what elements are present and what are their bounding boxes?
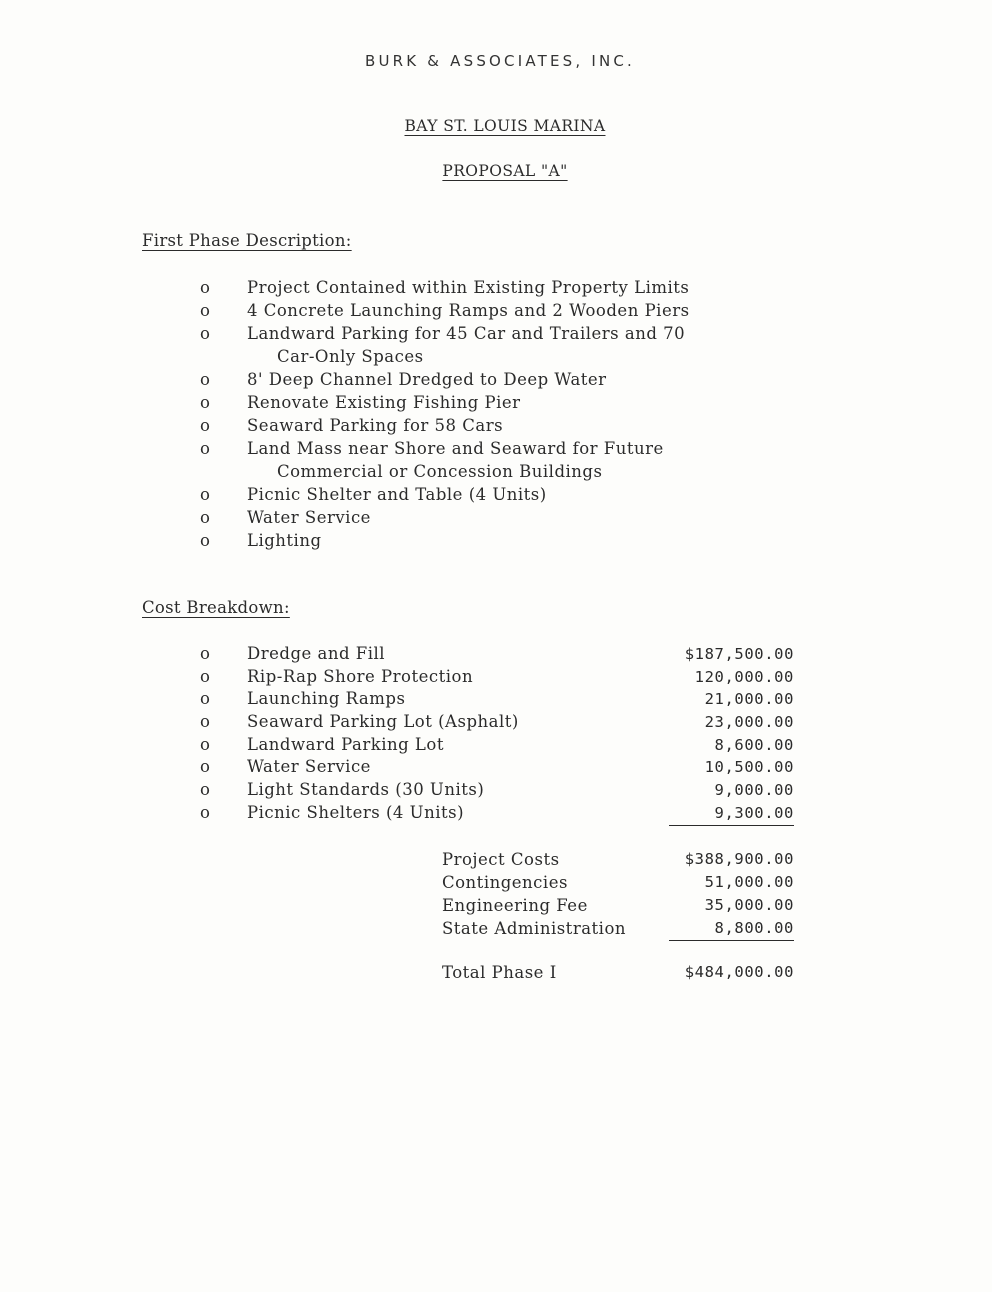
cost-amount: 120,000.00 — [694, 667, 794, 686]
summary-label: Project Costs — [442, 850, 560, 869]
item-text: Renovate Existing Fishing Pier — [247, 393, 521, 412]
list-item — [200, 322, 760, 368]
summary-amount: 8,800.00 — [669, 917, 794, 941]
cost-row — [200, 802, 794, 825]
cost-summary — [442, 848, 794, 940]
summary-amount: 35,000.00 — [704, 896, 794, 914]
document-title — [0, 117, 992, 135]
summary-label: Contingencies — [442, 873, 568, 892]
letterhead: BURK & ASSOCIATES, INC. — [364, 52, 636, 70]
item-text: Project Contained within Existing Property Limits — [247, 278, 690, 297]
cost-row — [200, 643, 794, 666]
list-item — [200, 414, 760, 437]
list-item — [200, 276, 760, 299]
cost-row — [200, 688, 794, 711]
bullet: o — [200, 485, 211, 504]
summary-amount: $388,900.00 — [684, 850, 794, 868]
total-row — [442, 963, 794, 982]
bullet: o — [200, 278, 211, 297]
summary-amount: 51,000.00 — [704, 873, 794, 891]
document-subtitle — [0, 162, 992, 180]
cost-amount: 21,000.00 — [704, 690, 794, 709]
total-amount: $484,000.00 — [684, 963, 794, 981]
bullet: o — [200, 324, 211, 343]
cost-amount: 9,300.00 — [669, 802, 794, 826]
item-text: Picnic Shelter and Table (4 Units) — [247, 485, 547, 504]
cost-label: Landward Parking Lot — [247, 734, 444, 754]
bullet: o — [200, 508, 211, 527]
bullet: o — [200, 780, 211, 800]
cost-amount: 9,000.00 — [714, 781, 794, 800]
summary-row — [442, 871, 794, 894]
bullet: o — [200, 666, 211, 686]
summary-row — [442, 848, 794, 871]
list-item — [200, 437, 760, 483]
item-text: 4 Concrete Launching Ramps and 2 Wooden Piers — [247, 301, 690, 320]
item-text-continued: Car-Only Spaces — [277, 347, 424, 366]
cost-label: Launching Ramps — [247, 689, 406, 709]
cost-label: Water Service — [247, 757, 371, 777]
document-title-text: BAY ST. LOUIS MARINA — [404, 117, 606, 135]
summary-row — [442, 917, 794, 940]
bullet: o — [200, 802, 211, 822]
list-item — [200, 391, 760, 414]
cost-label: Light Standards (30 Units) — [247, 780, 485, 800]
item-text: Landward Parking for 45 Car and Trailers and 70 — [247, 324, 686, 343]
cost-row — [200, 711, 794, 734]
total-label: Total Phase I — [442, 963, 557, 982]
summary-row — [442, 894, 794, 917]
cost-label: Rip-Rap Shore Protection — [247, 666, 474, 686]
cost-amount: 23,000.00 — [704, 713, 794, 732]
cost-amount: $187,500.00 — [684, 645, 794, 663]
item-text: Seaward Parking for 58 Cars — [247, 416, 504, 435]
cost-breakdown-list — [200, 643, 794, 825]
bullet: o — [200, 757, 211, 777]
cost-row — [200, 756, 794, 779]
bullet: o — [200, 689, 211, 709]
cost-amount: 10,500.00 — [704, 758, 794, 777]
item-text: Water Service — [247, 508, 371, 527]
bullet: o — [200, 712, 211, 732]
list-item — [200, 529, 760, 552]
bullet: o — [200, 439, 211, 458]
cost-row — [200, 779, 794, 802]
summary-label: Engineering Fee — [442, 896, 588, 915]
bullet: o — [200, 644, 211, 663]
summary-amount-line — [669, 917, 794, 941]
cost-row — [200, 734, 794, 757]
bullet: o — [200, 301, 211, 320]
bullet: o — [200, 531, 211, 550]
cost-label: Picnic Shelters (4 Units) — [247, 802, 465, 822]
list-item — [200, 506, 760, 529]
bullet: o — [200, 416, 211, 435]
cost-amount: 8,600.00 — [714, 735, 794, 754]
first-phase-heading: First Phase Description: — [142, 231, 352, 250]
summary-label: State Administration — [442, 919, 627, 938]
cost-amount-subtotal-line — [669, 802, 794, 826]
first-phase-list — [200, 276, 760, 552]
document-subtitle-text: PROPOSAL "A" — [442, 162, 568, 180]
cost-row — [200, 666, 794, 689]
cost-label: Dredge and Fill — [247, 644, 386, 663]
list-item — [200, 483, 760, 506]
bullet: o — [200, 393, 211, 412]
bullet: o — [200, 370, 211, 389]
item-text-continued: Commercial or Concession Buildings — [277, 462, 603, 481]
cost-label: Seaward Parking Lot (Asphalt) — [247, 712, 519, 732]
item-text: Land Mass near Shore and Seaward for Future — [247, 439, 664, 458]
bullet: o — [200, 734, 211, 754]
list-item — [200, 368, 760, 391]
list-item — [200, 299, 760, 322]
item-text: Lighting — [247, 531, 322, 550]
item-text: 8' Deep Channel Dredged to Deep Water — [247, 370, 607, 389]
cost-breakdown-heading: Cost Breakdown: — [142, 598, 290, 617]
